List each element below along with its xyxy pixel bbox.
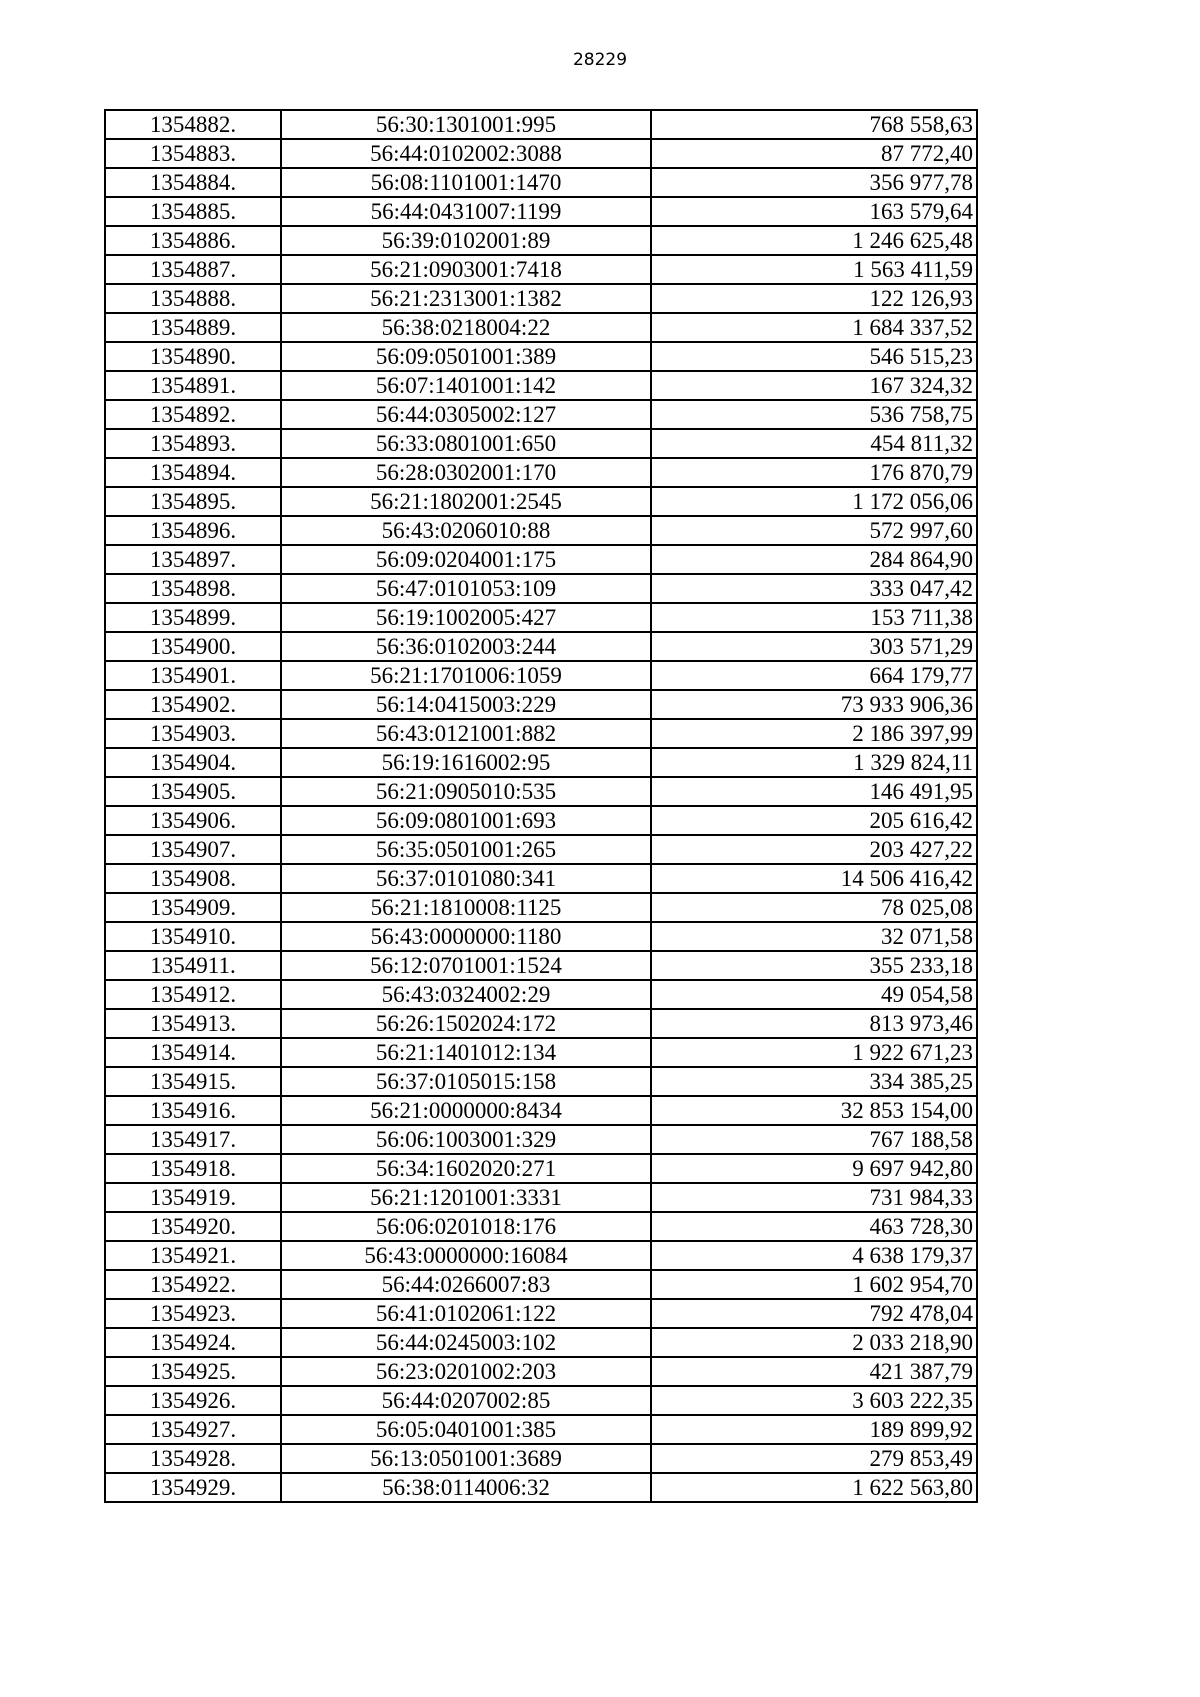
cadastral-number-cell: 56:06:0201018:176 bbox=[281, 1212, 651, 1241]
table-row bbox=[105, 1183, 977, 1212]
row-number-cell: 1354917. bbox=[105, 1125, 281, 1154]
table-row bbox=[105, 1009, 977, 1038]
registry-table bbox=[104, 109, 978, 1503]
row-number-cell: 1354903. bbox=[105, 719, 281, 748]
row-number-cell: 1354908. bbox=[105, 864, 281, 893]
table-row bbox=[105, 1415, 977, 1444]
cadastral-number-cell: 56:21:2313001:1382 bbox=[281, 284, 651, 313]
row-number-cell: 1354924. bbox=[105, 1328, 281, 1357]
row-number-cell: 1354888. bbox=[105, 284, 281, 313]
cadastral-number-cell: 56:41:0102061:122 bbox=[281, 1299, 651, 1328]
table-row bbox=[105, 168, 977, 197]
cadastral-number-cell: 56:37:0101080:341 bbox=[281, 864, 651, 893]
table-row bbox=[105, 661, 977, 690]
row-number-cell: 1354890. bbox=[105, 342, 281, 371]
cadastral-number-cell: 56:14:0415003:229 bbox=[281, 690, 651, 719]
row-number-cell: 1354915. bbox=[105, 1067, 281, 1096]
value-cell: 1 602 954,70 bbox=[651, 1270, 977, 1299]
cadastral-number-cell: 56:23:0201002:203 bbox=[281, 1357, 651, 1386]
row-number-cell: 1354911. bbox=[105, 951, 281, 980]
table-row bbox=[105, 1357, 977, 1386]
table-row bbox=[105, 1270, 977, 1299]
cadastral-number-cell: 56:34:1602020:271 bbox=[281, 1154, 651, 1183]
cadastral-number-cell: 56:44:0245003:102 bbox=[281, 1328, 651, 1357]
cadastral-number-cell: 56:21:1201001:3331 bbox=[281, 1183, 651, 1212]
value-cell: 731 984,33 bbox=[651, 1183, 977, 1212]
row-number-cell: 1354905. bbox=[105, 777, 281, 806]
value-cell: 1 329 824,11 bbox=[651, 748, 977, 777]
row-number-cell: 1354895. bbox=[105, 487, 281, 516]
table-row bbox=[105, 1473, 977, 1502]
table-row bbox=[105, 951, 977, 980]
row-number-cell: 1354928. bbox=[105, 1444, 281, 1473]
cadastral-number-cell: 56:26:1502024:172 bbox=[281, 1009, 651, 1038]
value-cell: 3 603 222,35 bbox=[651, 1386, 977, 1415]
cadastral-number-cell: 56:08:1101001:1470 bbox=[281, 168, 651, 197]
cadastral-number-cell: 56:21:1701006:1059 bbox=[281, 661, 651, 690]
table-row bbox=[105, 748, 977, 777]
cadastral-number-cell: 56:44:0305002:127 bbox=[281, 400, 651, 429]
table-row bbox=[105, 139, 977, 168]
table-row bbox=[105, 1328, 977, 1357]
value-cell: 203 427,22 bbox=[651, 835, 977, 864]
row-number-cell: 1354912. bbox=[105, 980, 281, 1009]
cadastral-number-cell: 56:19:1002005:427 bbox=[281, 603, 651, 632]
cadastral-number-cell: 56:33:0801001:650 bbox=[281, 429, 651, 458]
cadastral-number-cell: 56:44:0431007:1199 bbox=[281, 197, 651, 226]
value-cell: 78 025,08 bbox=[651, 893, 977, 922]
cadastral-number-cell: 56:43:0121001:882 bbox=[281, 719, 651, 748]
value-cell: 792 478,04 bbox=[651, 1299, 977, 1328]
cadastral-number-cell: 56:28:0302001:170 bbox=[281, 458, 651, 487]
value-cell: 355 233,18 bbox=[651, 951, 977, 980]
table-row bbox=[105, 516, 977, 545]
cadastral-number-cell: 56:35:0501001:265 bbox=[281, 835, 651, 864]
cadastral-number-cell: 56:44:0102002:3088 bbox=[281, 139, 651, 168]
value-cell: 546 515,23 bbox=[651, 342, 977, 371]
row-number-cell: 1354892. bbox=[105, 400, 281, 429]
row-number-cell: 1354889. bbox=[105, 313, 281, 342]
value-cell: 454 811,32 bbox=[651, 429, 977, 458]
row-number-cell: 1354891. bbox=[105, 371, 281, 400]
table-row bbox=[105, 1299, 977, 1328]
row-number-cell: 1354909. bbox=[105, 893, 281, 922]
cadastral-number-cell: 56:38:0114006:32 bbox=[281, 1473, 651, 1502]
row-number-cell: 1354929. bbox=[105, 1473, 281, 1502]
value-cell: 163 579,64 bbox=[651, 197, 977, 226]
value-cell: 463 728,30 bbox=[651, 1212, 977, 1241]
registry-table-body bbox=[105, 110, 977, 1502]
cadastral-number-cell: 56:38:0218004:22 bbox=[281, 313, 651, 342]
cadastral-number-cell: 56:19:1616002:95 bbox=[281, 748, 651, 777]
table-row bbox=[105, 835, 977, 864]
value-cell: 768 558,63 bbox=[651, 110, 977, 139]
cadastral-number-cell: 56:12:0701001:1524 bbox=[281, 951, 651, 980]
row-number-cell: 1354897. bbox=[105, 545, 281, 574]
table-row bbox=[105, 1038, 977, 1067]
value-cell: 189 899,92 bbox=[651, 1415, 977, 1444]
cadastral-number-cell: 56:21:1401012:134 bbox=[281, 1038, 651, 1067]
table-row bbox=[105, 1067, 977, 1096]
table-row bbox=[105, 255, 977, 284]
cadastral-number-cell: 56:44:0207002:85 bbox=[281, 1386, 651, 1415]
row-number-cell: 1354894. bbox=[105, 458, 281, 487]
table-row bbox=[105, 864, 977, 893]
value-cell: 334 385,25 bbox=[651, 1067, 977, 1096]
table-row bbox=[105, 1241, 977, 1270]
row-number-cell: 1354887. bbox=[105, 255, 281, 284]
row-number-cell: 1354899. bbox=[105, 603, 281, 632]
value-cell: 421 387,79 bbox=[651, 1357, 977, 1386]
row-number-cell: 1354902. bbox=[105, 690, 281, 719]
table-row bbox=[105, 458, 977, 487]
table-row bbox=[105, 690, 977, 719]
row-number-cell: 1354918. bbox=[105, 1154, 281, 1183]
row-number-cell: 1354923. bbox=[105, 1299, 281, 1328]
table-row bbox=[105, 603, 977, 632]
row-number-cell: 1354910. bbox=[105, 922, 281, 951]
table-row bbox=[105, 371, 977, 400]
cadastral-number-cell: 56:36:0102003:244 bbox=[281, 632, 651, 661]
cadastral-number-cell: 56:43:0000000:1180 bbox=[281, 922, 651, 951]
table-row bbox=[105, 545, 977, 574]
value-cell: 167 324,32 bbox=[651, 371, 977, 400]
table-row bbox=[105, 313, 977, 342]
cadastral-number-cell: 56:13:0501001:3689 bbox=[281, 1444, 651, 1473]
cadastral-number-cell: 56:37:0105015:158 bbox=[281, 1067, 651, 1096]
cadastral-number-cell: 56:39:0102001:89 bbox=[281, 226, 651, 255]
row-number-cell: 1354927. bbox=[105, 1415, 281, 1444]
value-cell: 2 186 397,99 bbox=[651, 719, 977, 748]
cadastral-number-cell: 56:44:0266007:83 bbox=[281, 1270, 651, 1299]
value-cell: 303 571,29 bbox=[651, 632, 977, 661]
value-cell: 1 246 625,48 bbox=[651, 226, 977, 255]
value-cell: 284 864,90 bbox=[651, 545, 977, 574]
value-cell: 176 870,79 bbox=[651, 458, 977, 487]
cadastral-number-cell: 56:07:1401001:142 bbox=[281, 371, 651, 400]
table-row bbox=[105, 632, 977, 661]
row-number-cell: 1354916. bbox=[105, 1096, 281, 1125]
value-cell: 9 697 942,80 bbox=[651, 1154, 977, 1183]
row-number-cell: 1354926. bbox=[105, 1386, 281, 1415]
row-number-cell: 1354904. bbox=[105, 748, 281, 777]
cadastral-number-cell: 56:43:0206010:88 bbox=[281, 516, 651, 545]
table-row bbox=[105, 777, 977, 806]
value-cell: 767 188,58 bbox=[651, 1125, 977, 1154]
table-row bbox=[105, 806, 977, 835]
value-cell: 87 772,40 bbox=[651, 139, 977, 168]
row-number-cell: 1354925. bbox=[105, 1357, 281, 1386]
value-cell: 73 933 906,36 bbox=[651, 690, 977, 719]
table-row bbox=[105, 1154, 977, 1183]
row-number-cell: 1354901. bbox=[105, 661, 281, 690]
cadastral-number-cell: 56:21:0000000:8434 bbox=[281, 1096, 651, 1125]
cadastral-number-cell: 56:09:0204001:175 bbox=[281, 545, 651, 574]
value-cell: 813 973,46 bbox=[651, 1009, 977, 1038]
table-row bbox=[105, 574, 977, 603]
value-cell: 4 638 179,37 bbox=[651, 1241, 977, 1270]
table-row bbox=[105, 1386, 977, 1415]
cadastral-number-cell: 56:43:0000000:16084 bbox=[281, 1241, 651, 1270]
table-row bbox=[105, 342, 977, 371]
row-number-cell: 1354886. bbox=[105, 226, 281, 255]
cadastral-number-cell: 56:21:1810008:1125 bbox=[281, 893, 651, 922]
row-number-cell: 1354900. bbox=[105, 632, 281, 661]
cadastral-number-cell: 56:21:1802001:2545 bbox=[281, 487, 651, 516]
value-cell: 49 054,58 bbox=[651, 980, 977, 1009]
value-cell: 32 071,58 bbox=[651, 922, 977, 951]
value-cell: 205 616,42 bbox=[651, 806, 977, 835]
cadastral-number-cell: 56:09:0501001:389 bbox=[281, 342, 651, 371]
table-row bbox=[105, 980, 977, 1009]
value-cell: 536 758,75 bbox=[651, 400, 977, 429]
row-number-cell: 1354922. bbox=[105, 1270, 281, 1299]
row-number-cell: 1354883. bbox=[105, 139, 281, 168]
row-number-cell: 1354907. bbox=[105, 835, 281, 864]
row-number-cell: 1354914. bbox=[105, 1038, 281, 1067]
row-number-cell: 1354893. bbox=[105, 429, 281, 458]
table-row bbox=[105, 719, 977, 748]
row-number-cell: 1354898. bbox=[105, 574, 281, 603]
row-number-cell: 1354921. bbox=[105, 1241, 281, 1270]
value-cell: 1 622 563,80 bbox=[651, 1473, 977, 1502]
cadastral-number-cell: 56:47:0101053:109 bbox=[281, 574, 651, 603]
value-cell: 153 711,38 bbox=[651, 603, 977, 632]
value-cell: 1 563 411,59 bbox=[651, 255, 977, 284]
cadastral-number-cell: 56:30:1301001:995 bbox=[281, 110, 651, 139]
cadastral-number-cell: 56:05:0401001:385 bbox=[281, 1415, 651, 1444]
table-row bbox=[105, 1444, 977, 1473]
cadastral-number-cell: 56:21:0903001:7418 bbox=[281, 255, 651, 284]
value-cell: 664 179,77 bbox=[651, 661, 977, 690]
table-row bbox=[105, 226, 977, 255]
table-row bbox=[105, 197, 977, 226]
cadastral-number-cell: 56:06:1003001:329 bbox=[281, 1125, 651, 1154]
table-row bbox=[105, 400, 977, 429]
value-cell: 279 853,49 bbox=[651, 1444, 977, 1473]
table-row bbox=[105, 487, 977, 516]
value-cell: 1 922 671,23 bbox=[651, 1038, 977, 1067]
value-cell: 333 047,42 bbox=[651, 574, 977, 603]
value-cell: 146 491,95 bbox=[651, 777, 977, 806]
row-number-cell: 1354884. bbox=[105, 168, 281, 197]
table-row bbox=[105, 893, 977, 922]
table-row bbox=[105, 429, 977, 458]
page-number: 28229 bbox=[572, 50, 628, 70]
row-number-cell: 1354913. bbox=[105, 1009, 281, 1038]
value-cell: 1 684 337,52 bbox=[651, 313, 977, 342]
table-row bbox=[105, 922, 977, 951]
row-number-cell: 1354920. bbox=[105, 1212, 281, 1241]
value-cell: 32 853 154,00 bbox=[651, 1096, 977, 1125]
value-cell: 572 997,60 bbox=[651, 516, 977, 545]
row-number-cell: 1354882. bbox=[105, 110, 281, 139]
table-row bbox=[105, 1212, 977, 1241]
value-cell: 2 033 218,90 bbox=[651, 1328, 977, 1357]
value-cell: 356 977,78 bbox=[651, 168, 977, 197]
cadastral-number-cell: 56:09:0801001:693 bbox=[281, 806, 651, 835]
row-number-cell: 1354885. bbox=[105, 197, 281, 226]
cadastral-number-cell: 56:43:0324002:29 bbox=[281, 980, 651, 1009]
table-row bbox=[105, 1125, 977, 1154]
table-row bbox=[105, 284, 977, 313]
row-number-cell: 1354896. bbox=[105, 516, 281, 545]
table-row bbox=[105, 110, 977, 139]
table-row bbox=[105, 1096, 977, 1125]
value-cell: 1 172 056,06 bbox=[651, 487, 977, 516]
value-cell: 122 126,93 bbox=[651, 284, 977, 313]
cadastral-number-cell: 56:21:0905010:535 bbox=[281, 777, 651, 806]
row-number-cell: 1354906. bbox=[105, 806, 281, 835]
row-number-cell: 1354919. bbox=[105, 1183, 281, 1212]
value-cell: 14 506 416,42 bbox=[651, 864, 977, 893]
